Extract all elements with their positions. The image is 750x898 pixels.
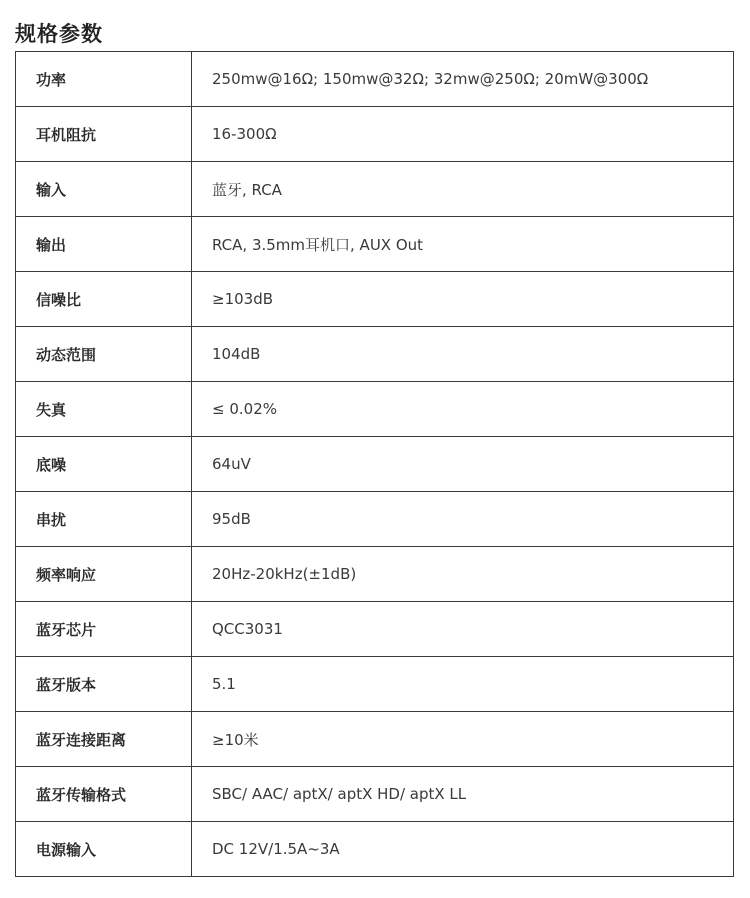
spec-value: 5.1	[192, 657, 734, 712]
spec-key: 串扰	[16, 492, 192, 547]
spec-value: SBC/ AAC/ aptX/ aptX HD/ aptX LL	[192, 767, 734, 822]
spec-key: 失真	[16, 382, 192, 437]
spec-row-bt-range	[16, 712, 734, 767]
spec-value: 蓝牙, RCA	[192, 162, 734, 217]
spec-key: 底噪	[16, 437, 192, 492]
spec-row-distortion	[16, 382, 734, 437]
spec-row-bt-codecs	[16, 767, 734, 822]
spec-key: 输入	[16, 162, 192, 217]
spec-row-dynamic-range	[16, 327, 734, 382]
spec-row-impedance	[16, 107, 734, 162]
spec-value: DC 12V/1.5A~3A	[192, 822, 734, 877]
spec-value: 20Hz-20kHz(±1dB)	[192, 547, 734, 602]
spec-value: RCA, 3.5mm耳机口, AUX Out	[192, 217, 734, 272]
spec-row-noise-floor	[16, 437, 734, 492]
spec-key: 蓝牙连接距离	[16, 712, 192, 767]
spec-row-bt-chip	[16, 602, 734, 657]
spec-row-output	[16, 217, 734, 272]
spec-row-frequency-response	[16, 547, 734, 602]
spec-value: 16-300Ω	[192, 107, 734, 162]
spec-key: 输出	[16, 217, 192, 272]
spec-value: 64uV	[192, 437, 734, 492]
spec-value: ≥10米	[192, 712, 734, 767]
spec-value: 95dB	[192, 492, 734, 547]
spec-row-power	[16, 52, 734, 107]
spec-value: 250mw@16Ω; 150mw@32Ω; 32mw@250Ω; 20mW@300Ω	[192, 52, 734, 107]
spec-row-power-input	[16, 822, 734, 877]
spec-value: ≥103dB	[192, 272, 734, 327]
spec-row-bt-version	[16, 657, 734, 712]
spec-row-input	[16, 162, 734, 217]
spec-row-snr	[16, 272, 734, 327]
spec-key: 功率	[16, 52, 192, 107]
spec-key: 蓝牙版本	[16, 657, 192, 712]
spec-value: ≤ 0.02%	[192, 382, 734, 437]
spec-key: 蓝牙传输格式	[16, 767, 192, 822]
spec-key: 频率响应	[16, 547, 192, 602]
spec-key: 耳机阻抗	[16, 107, 192, 162]
spec-key: 蓝牙芯片	[16, 602, 192, 657]
spec-key: 动态范围	[16, 327, 192, 382]
spec-key: 信噪比	[16, 272, 192, 327]
spec-key: 电源输入	[16, 822, 192, 877]
page-title: 规格参数	[15, 22, 103, 46]
spec-value: 104dB	[192, 327, 734, 382]
spec-table	[15, 51, 734, 877]
spec-value: QCC3031	[192, 602, 734, 657]
spec-row-crosstalk	[16, 492, 734, 547]
